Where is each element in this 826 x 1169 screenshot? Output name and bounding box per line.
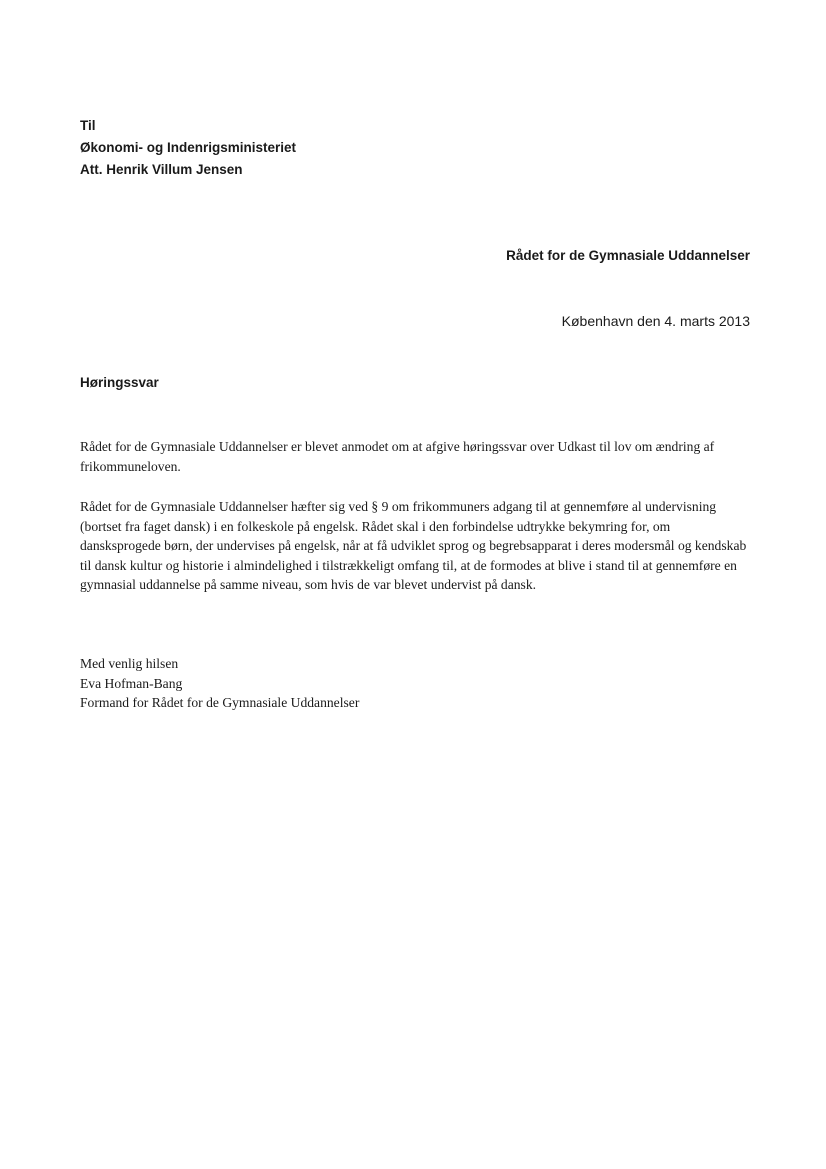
addressee-block [80,115,296,181]
body-paragraph-1: Rådet for de Gymnasiale Uddannelser er blevet anmodet om at afgive høringssvar over Udkast til lov om ændring af frikommuneloven. [80,439,715,474]
body-paragraph-2: Rådet for de Gymnasiale Uddannelser hæfter sig ved § 9 om frikommuners adgang til at gennemføre al undervisning (bortset fra faget dansk) i en folkeskole på engelsk. Rådet skal i den forbindelse udtrykke bekymring for, om dansksprogede børn, der undervises på engelsk, når at få udviklet sprog og begrebsapparat i deres modersmål og kendskab til dansk kultur og historie i almindelighed i tilstrækkeligt omfang til, at de formodes at blive i stand til at gennemføre en gymnasial uddannelse på samme niveau, som hvis de var blevet undervist på dansk. [80,499,747,592]
addressee-attention: Att. Henrik Villum Jensen [80,162,243,177]
closing-greeting: Med venlig hilsen [80,656,179,671]
sender-name: Rådet for de Gymnasiale Uddannelser [506,248,750,263]
closing-block [80,654,359,713]
subject-heading: Høringssvar [80,375,159,390]
signatory-title: Formand for Rådet for de Gymnasiale Uddannelser [80,695,360,710]
signatory-name: Eva Hofman-Bang [80,675,183,691]
dateline: København den 4. marts 2013 [561,313,750,329]
addressee-to: Til [80,118,96,133]
addressee-ministry: Økonomi- og Indenrigsministeriet [80,140,297,155]
